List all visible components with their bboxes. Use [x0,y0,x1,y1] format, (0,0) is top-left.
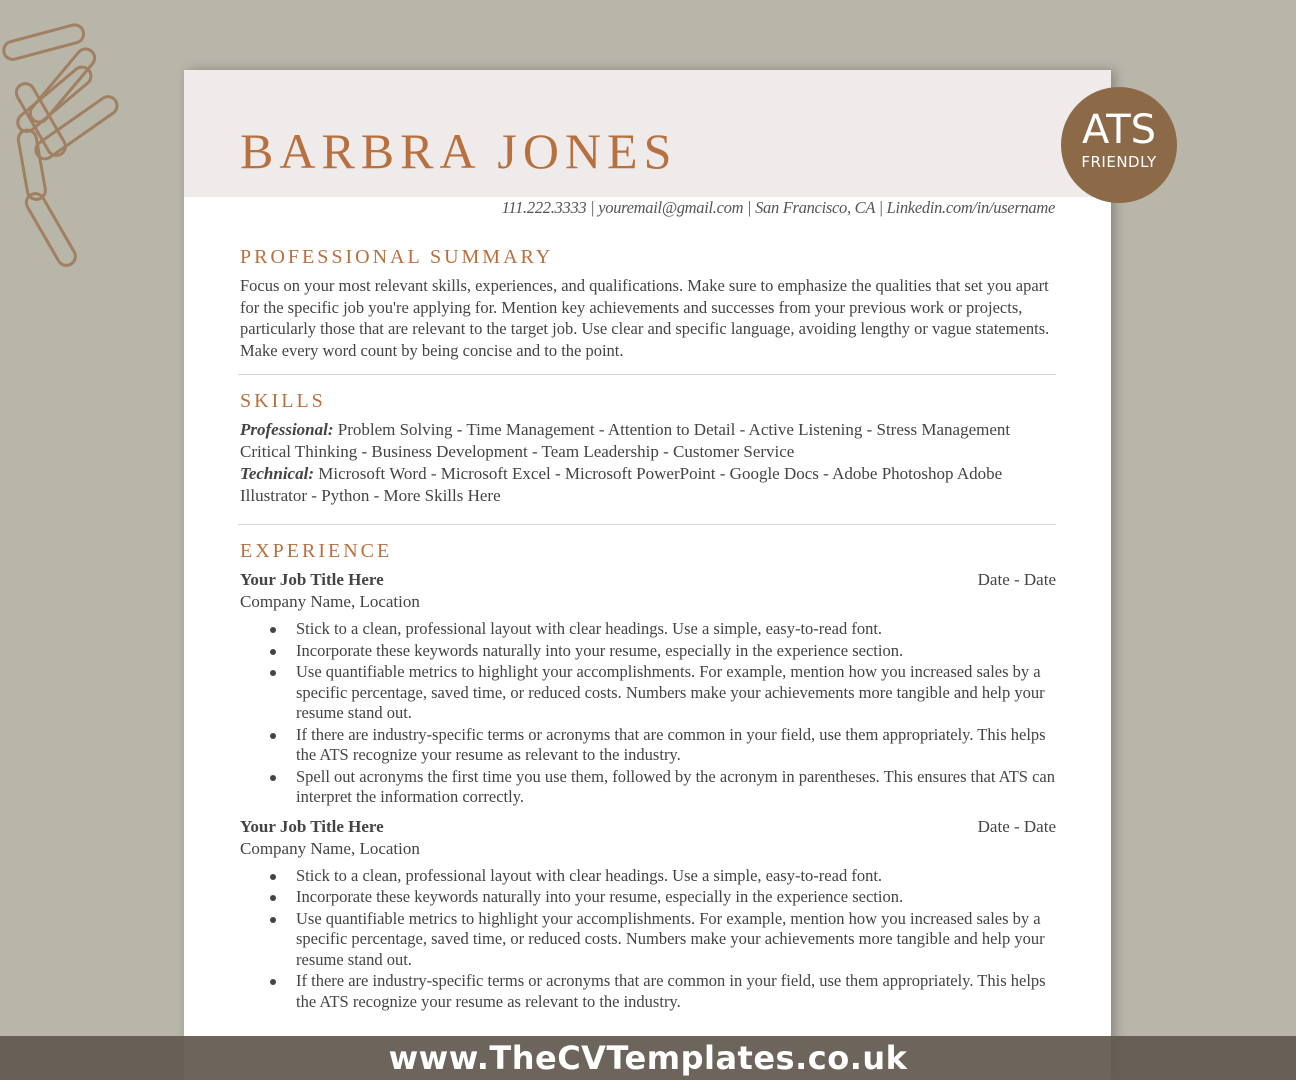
skills-section [240,390,1056,507]
list-item: Incorporate these keywords naturally into your resume, especially in the experience section. [240,641,1056,662]
summary-section [240,246,1056,361]
candidate-name: BARBRA JONES [240,123,678,179]
job-entry [240,816,1056,1013]
professional-label: Professional: [240,420,334,439]
contact-line: 111.222.3333 | youremail@gmail.com | San Francisco, CA | Linkedin.com/in/username [501,198,1055,217]
list-item: Use quantifiable metrics to highlight your accomplishments. For example, mention how you increased sales by a specific percentage, saved time, or reduced costs. Numbers make your achievements more tangible and help your resume stand out. [240,909,1056,971]
experience-section [240,540,1056,1013]
job-company: Company Name, Location [240,592,420,611]
experience-heading: EXPERIENCE [240,540,393,562]
badge-ats: ATS [1081,107,1157,153]
divider [238,524,1056,525]
summary-heading: PROFESSIONAL SUMMARY [240,246,554,268]
job-title: Your Job Title Here [240,570,384,589]
paperclips-decoration [0,20,140,280]
list-item: Spell out acronyms the first time you use them, followed by the acronym in parentheses. This ensures that ATS can interpret the information correctly. [240,767,1056,808]
list-item: If there are industry-specific terms or acronyms that are common in your field, use them appropriately. This helps the ATS recognize your resume as relevant to the industry. [240,725,1056,766]
professional-skills: Problem Solving - Time Management - Attention to Detail - Active Listening - Stress Management Critical Thinking - Business Development - Team Leadership - Customer Service [240,420,1011,461]
resume-page [184,70,1111,1080]
job-date: Date - Date [977,816,1056,836]
list-item: Use quantifiable metrics to highlight your accomplishments. For example, mention how you increased sales by a specific percentage, saved time, or reduced costs. Numbers make your achievements more tangible and help your resume stand out. [240,662,1056,724]
summary-text: Focus on your most relevant skills, experiences, and qualifications. Make sure to emphasize the qualities that set you apart for the specific job you're applying for. Mention key achievements and successes from your previous work or projects, particularly those that are relevant to the target job. Use clear and specific language, avoiding lengthy or vague statements. Make every word count by being concise and to the point. [240,276,1050,360]
list-item: If there are industry-specific terms or acronyms that are common in your field, use them appropriately. This helps the ATS recognize your resume as relevant to the industry. [240,971,1056,1012]
job-company: Company Name, Location [240,838,420,858]
job-title: Your Job Title Here [240,816,384,836]
list-item: Incorporate these keywords naturally into your resume, especially in the experience section. [240,887,1056,908]
job-date: Date - Date [977,570,1056,589]
website-banner: www.TheCVTemplates.co.uk [0,1036,1296,1080]
technical-label: Technical: [240,464,314,483]
technical-skills: Microsoft Word - Microsoft Excel - Microsoft PowerPoint - Google Docs - Adobe Photoshop Adobe Illustrator - Python - More Skills Here [240,464,1003,505]
list-item: Stick to a clean, professional layout with clear headings. Use a simple, easy-to-read font. [240,619,1056,640]
skills-heading: SKILLS [240,390,326,412]
badge-friendly: FRIENDLY [1081,153,1157,171]
divider [238,374,1056,375]
list-item: Stick to a clean, professional layout with clear headings. Use a simple, easy-to-read font. [240,866,1056,887]
ats-friendly-badge [1061,87,1177,203]
job-entry [240,569,1056,808]
